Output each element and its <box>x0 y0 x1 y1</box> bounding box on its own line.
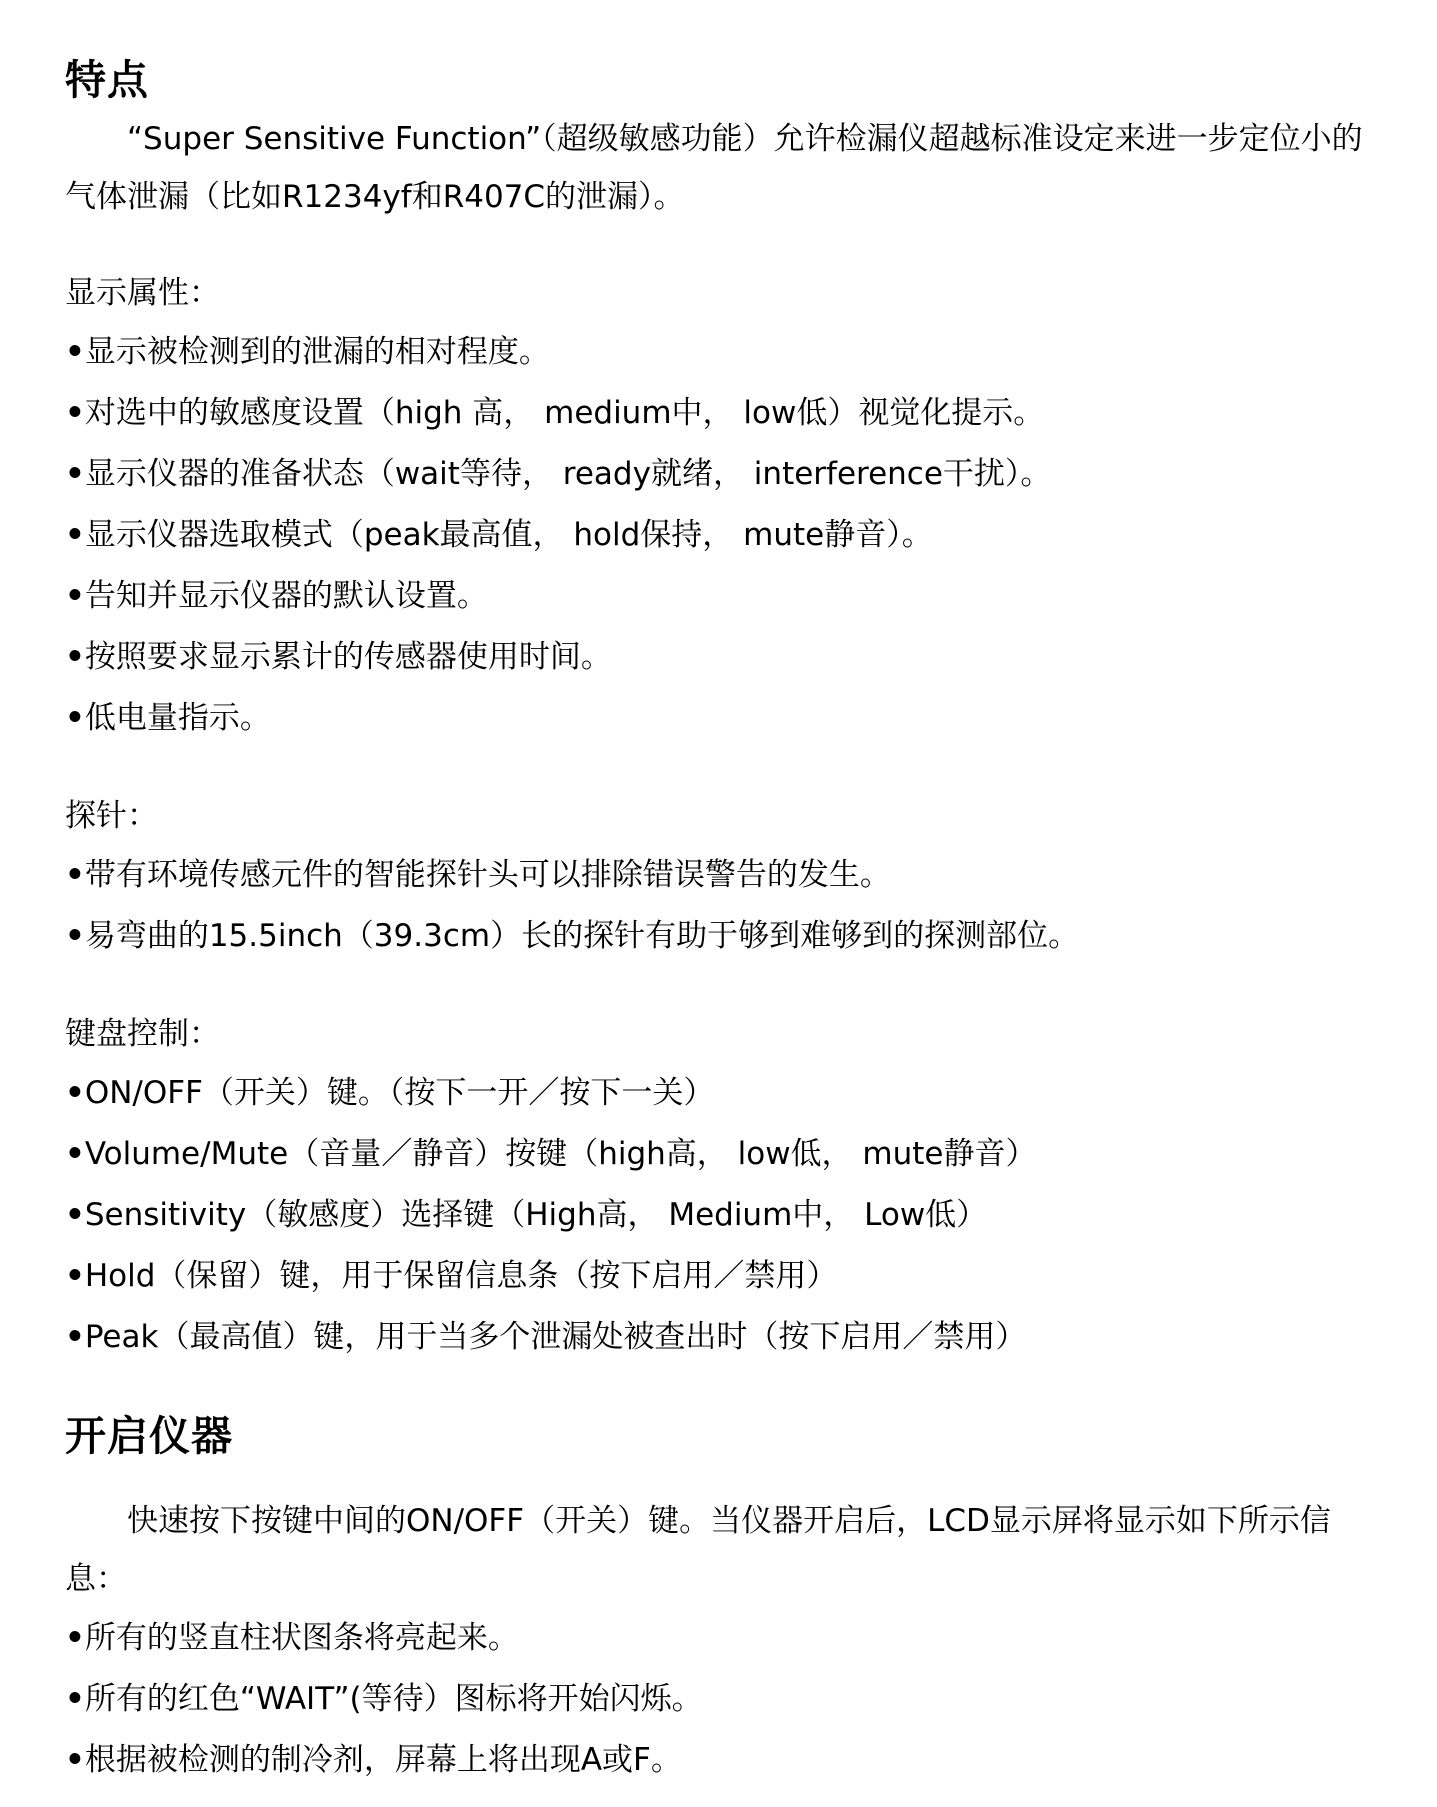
features-title: 特点 <box>65 56 149 104</box>
bullet-icon: • <box>65 700 85 736</box>
list-item: •Sensitivity（敏感度）选择键（High高， Medium中， Low低） <box>65 1197 988 1233</box>
list-item: •对选中的敏感度设置（high 高， medium中， low低）视觉化提示。 <box>65 395 1045 431</box>
list-item: •告知并显示仪器的默认设置。 <box>65 578 488 614</box>
list-item: •显示被检测到的泄漏的相对程度。 <box>65 334 550 370</box>
list-item: •所有的竖直柱状图条将亮起来。 <box>65 1620 519 1656</box>
bullet-icon: • <box>65 1197 85 1233</box>
bullet-icon: • <box>65 578 85 614</box>
bullet-icon: • <box>65 639 85 675</box>
list-item: •带有环境传感元件的智能探针头可以排除错误警告的发生。 <box>65 857 891 893</box>
bullet-icon: • <box>65 1136 85 1172</box>
list-item: •低电量指示。 <box>65 700 271 736</box>
bullet-icon: • <box>65 334 85 370</box>
list-item: •Volume/Mute（音量／静音）按键（high高， low低， mute静音） <box>65 1136 1037 1172</box>
keypad-heading: 键盘控制： <box>65 1016 220 1052</box>
bullet-icon: • <box>65 1681 85 1717</box>
bullet-icon: • <box>65 918 85 954</box>
bullet-icon: • <box>65 1075 85 1111</box>
probe-list <box>65 845 1385 967</box>
features-intro: “Super Sensitive Function”（超级敏感功能）允许检漏仪超越标准设定来进一步定位小的气体泄漏（比如R1234yf和R407C的泄漏）。 <box>65 121 1363 215</box>
keypad-list <box>65 1063 1385 1368</box>
list-item: •易弯曲的15.5inch（39.3cm）长的探针有助于够到难够到的探测部位。 <box>65 918 1080 954</box>
bullet-icon: • <box>65 1258 85 1294</box>
bullet-icon: • <box>65 517 85 553</box>
bullet-icon: • <box>65 1742 85 1778</box>
display-list <box>65 322 1385 749</box>
power-on-title: 开启仪器 <box>65 1412 233 1460</box>
list-item: •按照要求显示累计的传感器使用时间。 <box>65 639 612 675</box>
list-item: •所有的红色“WAIT”(等待）图标将开始闪烁。 <box>65 1681 703 1717</box>
bullet-icon: • <box>65 857 85 893</box>
power-on-list <box>65 1608 1385 1791</box>
bullet-icon: • <box>65 1620 85 1656</box>
list-item: •根据被检测的制冷剂，屏幕上将出现A或F。 <box>65 1742 682 1778</box>
list-item: •ON/OFF（开关）键。（按下一开／按下一关） <box>65 1075 715 1111</box>
bullet-icon: • <box>65 1319 85 1355</box>
list-item: •显示仪器选取模式（peak最高值， hold保持， mute静音）。 <box>65 517 933 553</box>
list-item: •Peak（最高值）键，用于当多个泄漏处被查出时（按下启用／禁用） <box>65 1319 1027 1355</box>
display-heading: 显示属性： <box>65 275 220 311</box>
bullet-icon: • <box>65 395 85 431</box>
list-item: •显示仪器的准备状态（wait等待， ready就绪， interference干扰）。 <box>65 456 1052 492</box>
bullet-icon: • <box>65 456 85 492</box>
document-page <box>65 50 1385 1791</box>
probe-heading: 探针： <box>65 798 158 834</box>
list-item: •Hold（保留）键，用于保留信息条（按下启用／禁用） <box>65 1258 838 1294</box>
power-on-intro: 快速按下按键中间的ON/OFF（开关）键。当仪器开启后，LCD显示屏将显示如下所示信息： <box>65 1503 1331 1597</box>
